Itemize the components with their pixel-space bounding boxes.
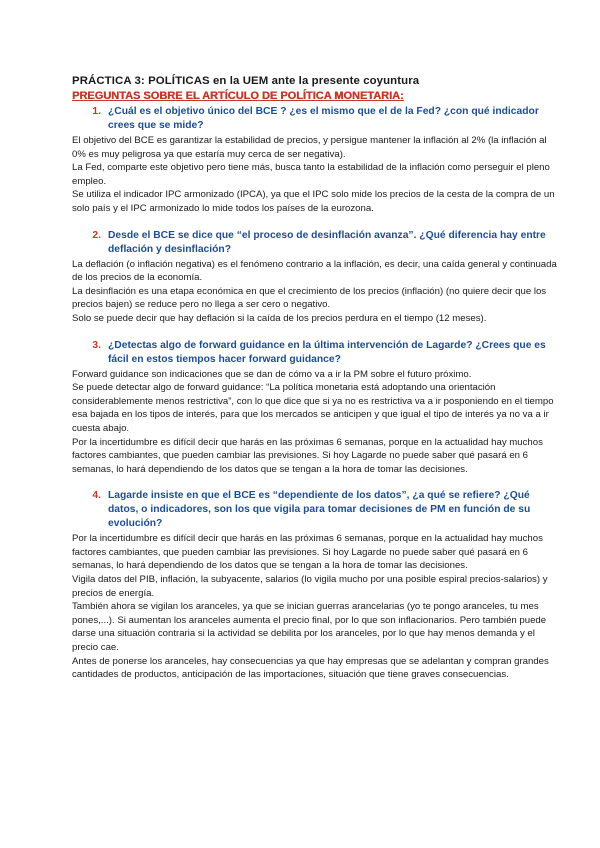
question-number: 1. (92, 106, 101, 117)
answer-paragraph: Por la incertidumbre es difícil decir que harás en las próximas 6 semanas, porque en la actualidad hay muchos factores cambiantes, que pueden cambiar las previsiones. Si hoy Lagarde no puede saber qué pasará en 6 semanas, lo hará dependiendo de los datos que se tengan a la hora de tomar las decisiones. (72, 436, 543, 475)
question-number: 3. (92, 339, 101, 351)
question-block (72, 105, 560, 216)
question-heading (72, 489, 560, 531)
answer-paragraph: Solo se puede decir que hay deflación si la caída de los precios perdura en el tiempo (12 meses). (72, 312, 487, 324)
answer-body (72, 368, 560, 477)
answer-paragraph: La deflación (o inflación negativa) es el fenómeno contrario a la inflación, es decir, una caída general y continuada de los precios de la economía. (72, 258, 557, 284)
question-block (72, 489, 560, 682)
answer-paragraph: Por la incertidumbre es difícil decir que harás en las próximas 6 semanas, porque en la actualidad hay muchos factores cambiantes, que pueden cambiar las previsiones. Si hoy Lagarde no puede saber qué pasará en 6 semanas, lo hará dependiendo de los datos que se tengan a la hora de tomar las decisiones. (72, 533, 543, 572)
section-heading: PREGUNTAS SOBRE EL ARTÍCULO DE POLÍTICA MONETARIA: (72, 90, 404, 102)
question-text: Lagarde insiste en que el BCE es “dependiente de los datos”, ¿a qué se refiere? ¿Qué datos, o indicadores, son los que vigila para tomar decisiones de PM en función de su evolución? (108, 490, 531, 530)
answer-paragraph: Vigila datos del PIB, inflación, la subyacente, salarios (lo vigila mucho por una posible espiral precios-salarios) y precios de energía. (72, 574, 548, 599)
question-list (72, 105, 560, 682)
question-heading (72, 105, 560, 133)
answer-paragraph: La desinflación es una etapa económica en que el crecimiento de los precios (inflación) (no quiere decir que los precios bajen) se reduce pero no llega a ser cero o negativo. (72, 285, 547, 311)
answer-paragraph: Se utiliza el indicador IPC armonizado (IPCA), ya que el IPC solo mide los precios de la cesta de la compra de un solo país y el IPC armonizado lo mide todos los países de la eurozona. (72, 189, 555, 214)
question-text: ¿Cuál es el objetivo único del BCE ? ¿es el mismo que el de la Fed? ¿con qué indicador crees que se mide? (108, 106, 539, 131)
question-block (72, 339, 560, 477)
question-number: 2. (92, 229, 101, 241)
answer-body (72, 532, 560, 682)
question-block (72, 229, 560, 326)
answer-paragraph: También ahora se vigilan los aranceles, ya que se inician guerras arancelarias (yo te pongo aranceles, tu mes pones,...). Si aumentan los aranceles aumenta el precio final, por lo que son inflacionarios. Pero también puede darse una situación contraria si la actividad se debilita por los aranceles, por lo que hay menos demanda y el precio cae. (72, 601, 547, 654)
answer-paragraph: Antes de ponerse los aranceles, hay consecuencias ya que hay empresas que se adelantan y compran grandes cantidades de productos, anticipación de las importaciones, situación que tiene graves consecuencias. (72, 655, 549, 681)
question-heading (72, 339, 560, 367)
answer-paragraph: La Fed, comparte este objetivo pero tiene más, busca tanto la estabilidad de la inflación como perseguir el pleno empleo. (72, 162, 550, 187)
answer-body (72, 258, 560, 326)
question-text: Desde el BCE se dice que “el proceso de desinflación avanza”. ¿Qué diferencia hay entre deflación y desinflación? (108, 229, 546, 255)
question-number: 4. (92, 490, 101, 502)
document-title: PRÁCTICA 3: POLÍTICAS en la UEM ante la presente coyuntura (72, 75, 420, 87)
answer-paragraph: El objetivo del BCE es garantizar la estabilidad de precios, y persigue mantener la inflación al 2% (la inflación al 0% es muy peligrosa ya que estaría muy cerca de ser negativa). (72, 135, 547, 160)
question-heading (72, 229, 560, 257)
answer-paragraph: Se puede detectar algo de forward guidance: “La política monetaria está adoptando una orientación considerablemente menos restrictiva”, con lo que dice que si ya no es restrictiva va a ir posponiendo en el tiempo esa bajada en los tipos de interés, para que los mercados se anticipen y que igual el tipo de interés ya no va a ir cuesta abajo. (72, 382, 554, 434)
answer-paragraph: Forward guidance son indicaciones que se dan de cómo va a ir la PM sobre el futuro próximo. (72, 368, 472, 380)
answer-body (72, 134, 560, 216)
question-text: ¿Detectas algo de forward guidance en la última intervención de Lagarde? ¿Crees que es fácil en estos tiempos hacer forward guidance? (108, 339, 546, 365)
